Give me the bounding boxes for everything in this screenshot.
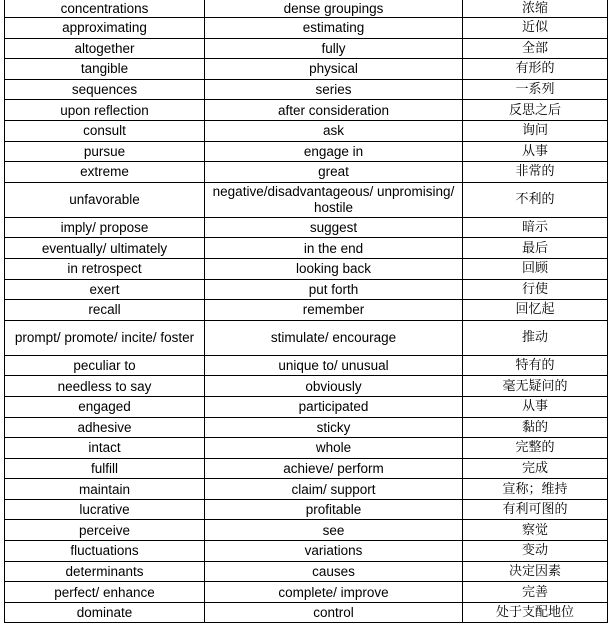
word-cell: fulfill [5, 458, 205, 479]
word-cell: prompt/ promote/ incite/ foster [5, 320, 205, 355]
vocabulary-sheet [4, 0, 607, 623]
table-row [5, 320, 608, 355]
synonym-cell: estimating [205, 18, 463, 39]
synonym-cell: stimulate/ encourage [205, 320, 463, 355]
table-row [5, 0, 608, 18]
vocabulary-table [4, 0, 608, 623]
word-cell: sequences [5, 79, 205, 100]
synonym-cell: whole [205, 438, 463, 459]
chinese-cell: 最后 [463, 238, 608, 259]
word-cell: eventually/ ultimately [5, 238, 205, 259]
chinese-cell: 有形的 [463, 59, 608, 80]
table-row [5, 79, 608, 100]
chinese-cell: 决定因素 [463, 561, 608, 582]
word-cell: pursue [5, 141, 205, 162]
chinese-cell: 完成 [463, 458, 608, 479]
synonym-cell: series [205, 79, 463, 100]
chinese-cell: 特有的 [463, 355, 608, 376]
chinese-cell: 变动 [463, 541, 608, 562]
synonym-cell: put forth [205, 279, 463, 300]
word-cell: recall [5, 300, 205, 321]
table-row [5, 541, 608, 562]
table-row [5, 396, 608, 417]
word-cell: perceive [5, 520, 205, 541]
table-row [5, 59, 608, 80]
chinese-cell: 有利可图的 [463, 499, 608, 520]
table-row [5, 417, 608, 438]
synonym-cell: great [205, 162, 463, 183]
synonym-cell: obviously [205, 376, 463, 397]
word-cell: needless to say [5, 376, 205, 397]
chinese-cell: 暗示 [463, 217, 608, 238]
chinese-cell: 回顾 [463, 258, 608, 279]
synonym-cell: claim/ support [205, 479, 463, 500]
chinese-cell: 黏的 [463, 417, 608, 438]
chinese-cell: 毫无疑问的 [463, 376, 608, 397]
table-row [5, 162, 608, 183]
word-cell: perfect/ enhance [5, 582, 205, 603]
table-row [5, 355, 608, 376]
table-row [5, 38, 608, 59]
synonym-cell: sticky [205, 417, 463, 438]
table-row [5, 18, 608, 39]
chinese-cell: 完整的 [463, 438, 608, 459]
word-cell: engaged [5, 396, 205, 417]
word-cell: in retrospect [5, 258, 205, 279]
synonym-cell: unique to/ unusual [205, 355, 463, 376]
synonym-cell: in the end [205, 238, 463, 259]
table-row [5, 217, 608, 238]
synonym-cell: participated [205, 396, 463, 417]
synonym-cell: after consideration [205, 100, 463, 121]
chinese-cell: 近似 [463, 18, 608, 39]
chinese-cell: 从事 [463, 141, 608, 162]
table-row [5, 602, 608, 623]
chinese-cell: 察觉 [463, 520, 608, 541]
word-cell: adhesive [5, 417, 205, 438]
table-row [5, 561, 608, 582]
synonym-cell: see [205, 520, 463, 541]
word-cell: upon reflection [5, 100, 205, 121]
chinese-cell: 行使 [463, 279, 608, 300]
chinese-cell: 询问 [463, 120, 608, 141]
synonym-cell: physical [205, 59, 463, 80]
synonym-cell: profitable [205, 499, 463, 520]
chinese-cell: 推动 [463, 320, 608, 355]
word-cell: peculiar to [5, 355, 205, 376]
table-row [5, 582, 608, 603]
table-row [5, 182, 608, 217]
word-cell: tangible [5, 59, 205, 80]
table-row [5, 141, 608, 162]
chinese-cell: 从事 [463, 396, 608, 417]
synonym-cell: dense groupings [205, 0, 463, 18]
synonym-cell: engage in [205, 141, 463, 162]
word-cell: fluctuations [5, 541, 205, 562]
synonym-cell: achieve/ perform [205, 458, 463, 479]
synonym-cell: remember [205, 300, 463, 321]
word-cell: unfavorable [5, 182, 205, 217]
table-row [5, 376, 608, 397]
table-row [5, 300, 608, 321]
table-row [5, 238, 608, 259]
table-row [5, 458, 608, 479]
word-cell: lucrative [5, 499, 205, 520]
word-cell: intact [5, 438, 205, 459]
chinese-cell: 一系列 [463, 79, 608, 100]
word-cell: maintain [5, 479, 205, 500]
synonym-cell: ask [205, 120, 463, 141]
chinese-cell: 不利的 [463, 182, 608, 217]
chinese-cell: 处于支配地位 [463, 602, 608, 623]
chinese-cell: 非常的 [463, 162, 608, 183]
synonym-cell: looking back [205, 258, 463, 279]
synonym-cell: negative/disadvantageous/ unpromising/ hostile [205, 182, 463, 217]
word-cell: consult [5, 120, 205, 141]
table-row [5, 100, 608, 121]
chinese-cell: 宣称；维持 [463, 479, 608, 500]
table-row [5, 438, 608, 459]
chinese-cell: 浓缩 [463, 0, 608, 18]
word-cell: imply/ propose [5, 217, 205, 238]
table-row [5, 258, 608, 279]
synonym-cell: fully [205, 38, 463, 59]
chinese-cell: 反思之后 [463, 100, 608, 121]
vocabulary-table-body [5, 0, 608, 623]
synonym-cell: variations [205, 541, 463, 562]
table-row [5, 499, 608, 520]
synonym-cell: causes [205, 561, 463, 582]
synonym-cell: suggest [205, 217, 463, 238]
word-cell: approximating [5, 18, 205, 39]
table-row [5, 479, 608, 500]
table-row [5, 120, 608, 141]
synonym-cell: control [205, 602, 463, 623]
word-cell: extreme [5, 162, 205, 183]
chinese-cell: 全部 [463, 38, 608, 59]
table-row [5, 279, 608, 300]
chinese-cell: 回忆起 [463, 300, 608, 321]
chinese-cell: 完善 [463, 582, 608, 603]
word-cell: exert [5, 279, 205, 300]
word-cell: dominate [5, 602, 205, 623]
word-cell: concentrations [5, 0, 205, 18]
word-cell: altogether [5, 38, 205, 59]
word-cell: determinants [5, 561, 205, 582]
table-row [5, 520, 608, 541]
synonym-cell: complete/ improve [205, 582, 463, 603]
